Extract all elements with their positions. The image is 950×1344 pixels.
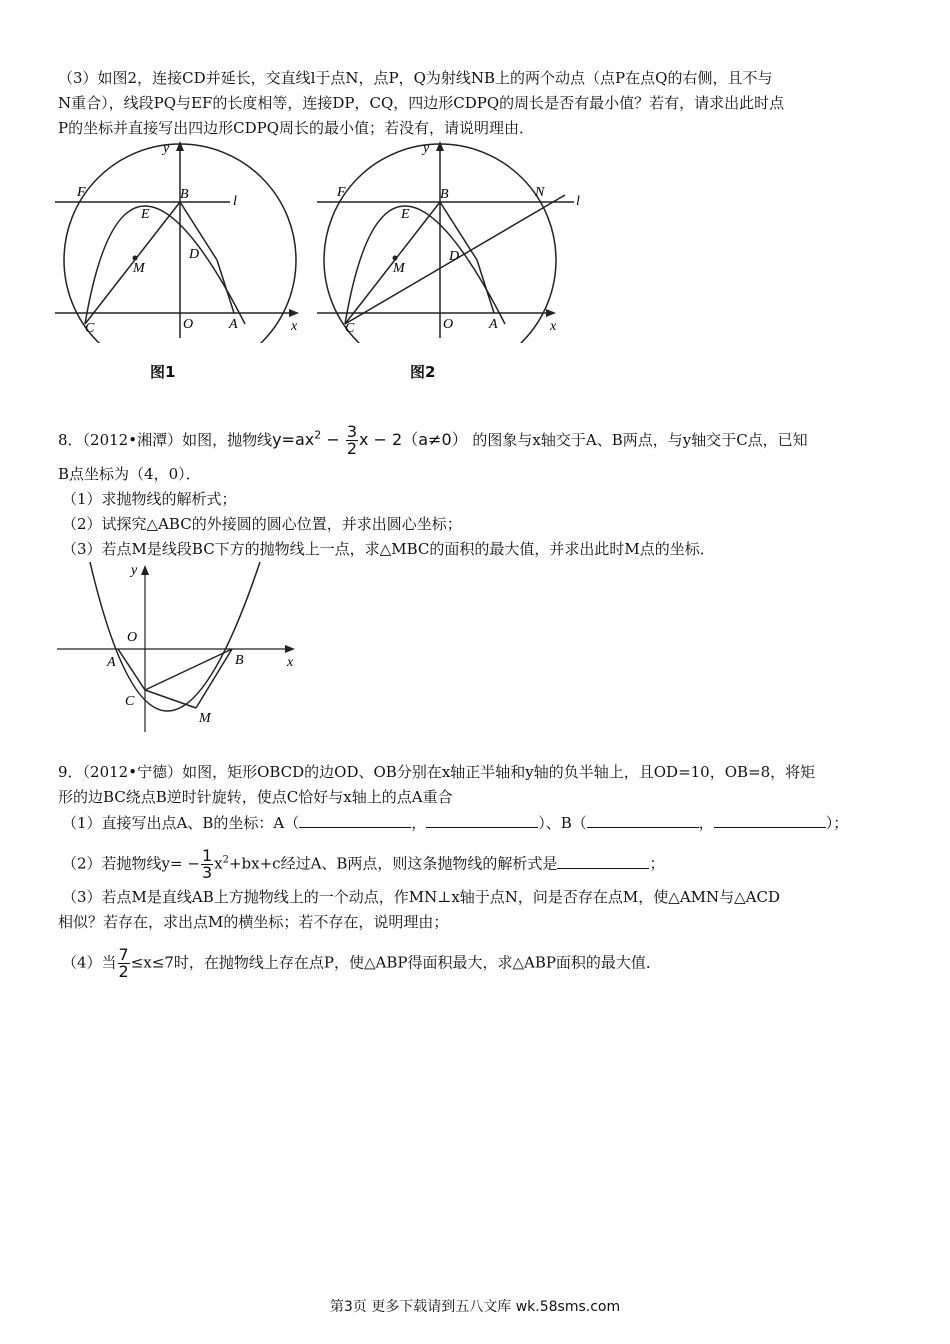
q8-sub3: （3）若点M是线段BC下方的抛物线上一点，求△MBC的面积的最大值，并求出此时M点的坐标． (62, 540, 715, 558)
q8-intro-pre: 8．（2012•湘潭）如图，抛物线 (58, 431, 273, 449)
q7-figure-2 (312, 138, 587, 343)
q8-label-A: A (107, 655, 116, 670)
fig1-label-B: B (180, 187, 189, 202)
q8-sub2: （2）试探究△ABC的外接圆的圆心位置，并求出圆心坐标； (62, 515, 462, 533)
fig1-label-D: D (189, 247, 200, 262)
answer-blank-ax[interactable] (299, 813, 411, 828)
q7-text-line1: （3）如图2，连接CD并延长，交直线l于点N，点P，Q为射线NB上的两个动点（点P在点Q的右侧，且不与 (58, 69, 773, 87)
q9-line1: 9．（2012•宁德）如图，矩形OBCD的边OD、OB分别在x轴正半轴和y轴的负半轴上，且OD=10，OB=8，将矩 (58, 763, 816, 781)
q7-figure-1 (55, 138, 310, 343)
fig1-label-y: y (163, 141, 170, 156)
fig2-label-D: D (449, 249, 460, 264)
fig2-label-E: E (401, 207, 410, 222)
q9-sub4: （4）当 $\frac{7}{2}$ ≤x≤7时，在抛物线上存在点P，使△ABP得面积最大，求△ABP面积的最大值． (62, 945, 661, 981)
fig2-label-C: C (345, 321, 355, 336)
q8-intro (58, 424, 808, 457)
fig1-label-F: F (77, 185, 86, 200)
page-footer: 第3页 更多下载请到五八文库 wk.58sms.com (329, 1299, 621, 1315)
q8-label-O: O (127, 630, 138, 645)
answer-blank-bx[interactable] (587, 813, 699, 828)
fig2-label-B: B (440, 187, 449, 202)
q8-label-C: C (125, 694, 135, 709)
q9-sub2: （2）若抛物线y= − $\frac{1}{3}$ $x^2+bx+c$经过A、B两点，则这条抛物线的解析式是 ； (62, 846, 665, 882)
q9-line2: 形的边BC绕点B逆时针旋转，使点C恰好与x轴上的点A重合 (58, 788, 453, 806)
fig1-label-E: E (141, 207, 150, 222)
q7-figure-2-caption: 图2 (410, 363, 436, 381)
q7-text-line3: P的坐标并直接写出四边形CDPQ周长的最小值；若没有，请说明理由． (58, 119, 534, 137)
q8-formula: $y=ax^2$ − $\frac{3}{2}$ x − 2（a≠0） (272, 422, 468, 458)
q8-intro-post: 的图象与x轴交于A、B两点，与y轴交于C点，已知 (472, 431, 808, 449)
fig1-label-C: C (85, 321, 95, 336)
fig2-label-x: x (550, 319, 557, 334)
q8-figure (55, 560, 305, 735)
q9-sub3-line2: 相似？若存在，求出点M的横坐标；若不存在，说明理由； (58, 913, 449, 931)
fig2-label-y: y (423, 141, 430, 156)
fig2-label-M: M (393, 261, 405, 276)
q8-label-M: M (199, 711, 211, 726)
answer-blank-parabola[interactable] (557, 854, 649, 869)
q9-sub3-line1: （3）若点M是直线AB上方抛物线上的一个动点，作MN⊥x轴于点N，问是否存在点M，使△AMN与△ACD (62, 888, 781, 906)
fig1-label-O: O (183, 317, 194, 332)
fig2-label-A: A (489, 317, 498, 332)
fig1-label-M: M (133, 261, 145, 276)
q8-sub1: （1）求抛物线的解析式； (62, 490, 237, 508)
fig2-label-l: l (576, 194, 580, 209)
q7-figure-1-caption: 图1 (150, 363, 176, 381)
q7-text-line2: N重合），线段PQ与EF的长度相等，连接DP，CQ，四边形CDPQ的周长是否有最小值？若有，请求出此时点 (58, 94, 785, 112)
answer-blank-by[interactable] (714, 813, 826, 828)
q8-label-x: x (287, 655, 294, 670)
q8-label-y: y (131, 563, 138, 578)
q8-line2: B点坐标为（4，0）． (58, 465, 201, 483)
fig2-label-F: F (337, 185, 346, 200)
fig1-label-A: A (229, 317, 238, 332)
q9-sub1: （1）直接写出点A、B的坐标：A（ ， ）、B（ ， ）； (62, 814, 849, 832)
fig2-label-N: N (535, 185, 545, 200)
fig1-label-x: x (291, 319, 298, 334)
q8-label-B: B (235, 653, 244, 668)
answer-blank-ay[interactable] (426, 813, 538, 828)
fig2-label-O: O (443, 317, 454, 332)
fig1-label-l: l (233, 194, 237, 209)
